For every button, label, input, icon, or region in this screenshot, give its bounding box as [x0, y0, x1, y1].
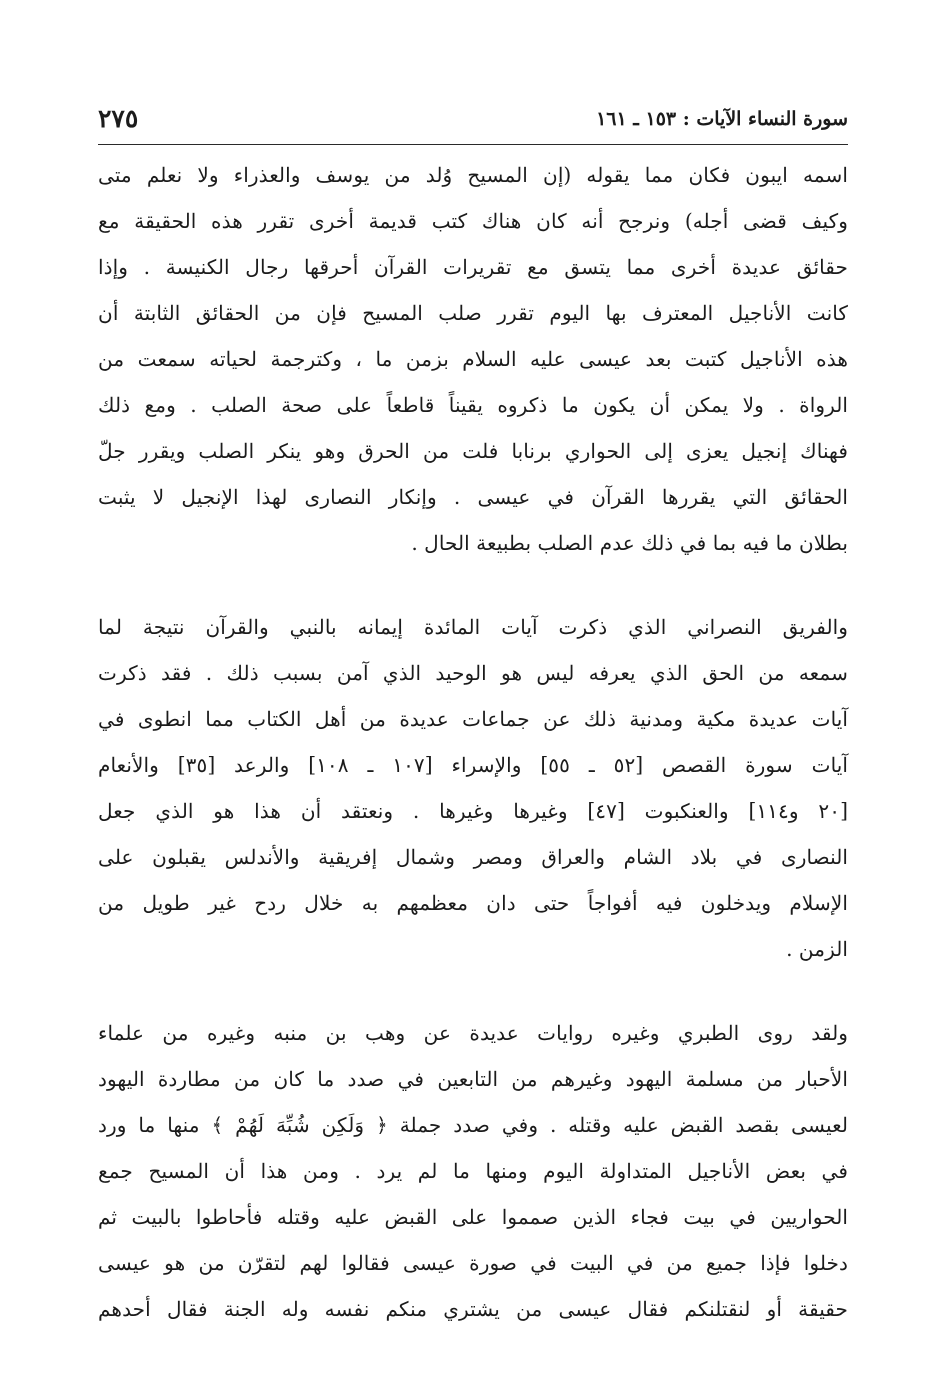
- text-line: فهناك إنجيل يعزى إلى الحواري برنابا فلت من الحرق وهو ينكر الصلب ويقرر جلّ: [98, 439, 848, 463]
- text-line: في بعض الأناجيل المتداولة اليوم ومنها ما لم يرد . ومن هذا أن المسيح جمع: [98, 1159, 848, 1183]
- text-line: حقائق عديدة أخرى مما يتسق مع تقريرات القرآن أحرقها رجال الكنيسة . وإذا: [98, 255, 848, 279]
- text-line: دخلوا فإذا جميع من في البيت في صورة عيسى فقالوا لهم لتقرّن من هو عيسى: [98, 1251, 848, 1275]
- text-line: اسمه ايبون فكان مما يقوله (إن المسيح وُلد من يوسف والعذراء ولا نعلم متى: [98, 163, 848, 187]
- paragraph-2: [98, 604, 848, 972]
- running-title: سورة النساء الآيات : ١٥٣ ـ ١٦١: [596, 108, 848, 130]
- body-text: [98, 152, 848, 1332]
- text-line: حقيقة أو لنقتلنكم فقال عيسى من يشتري منكم نفسه وله الجنة فقال أحدهم: [98, 1297, 848, 1321]
- text-line: الزمن .: [786, 937, 848, 961]
- text-line: النصارى في بلاد الشام والعراق ومصر وشمال إفريقية والأندلس يقبلون على: [98, 845, 848, 869]
- page-number: ٢٧٥: [98, 104, 139, 133]
- text-line: الإسلام ويدخلون فيه أفواجاً حتى دان معظمهم به خلال ردح غير طويل من: [98, 891, 848, 915]
- text-line: آيات سورة القصص [٥٢ ـ ٥٥] والإسراء [١٠٧ ـ ١٠٨] والرعد [٣٥] والأنعام: [98, 753, 849, 777]
- text-line: لعيسى بقصد القبض عليه وقتله . وفي صدد جملة ﴿ وَلَكِن شُبِّهَ لَهُمْ ﴾ منها ما ورد: [98, 1113, 848, 1137]
- text-line: سمعه من الحق الذي يعرفه ليس هو الوحيد الذي آمن بسبب ذلك . فقد ذكرت: [98, 661, 848, 685]
- text-line: [٢٠ و١١٤] والعنكبوت [٤٧] وغيرها وغيرها . ونعتقد أن هذا هو الذي جعل: [98, 799, 848, 823]
- paragraph-1: [98, 152, 848, 566]
- text-line: بطلان ما فيه بما في ذلك عدم الصلب بطبيعة الحال .: [411, 531, 848, 555]
- text-line: الحقائق التي يقررها القرآن في عيسى . وإنكار النصارى لهذا الإنجيل لا يثبت: [98, 485, 848, 509]
- text-line: الرواة . ولا يمكن أن يكون ما ذكروه يقيناً قاطعاً على صحة الصلب . ومع ذلك: [98, 393, 848, 417]
- text-line: آيات عديدة مكية ومدنية ذلك عن جماعات عديدة من أهل الكتاب مما انطوى في: [98, 707, 848, 731]
- text-line: الأحبار من مسلمة اليهود وغيرهم من التابعين في صدد ما كان من مطاردة اليهود: [98, 1067, 848, 1091]
- text-line: الحواريين في بيت فجاء الذين صمموا على القبض عليه وقتله فأحاطوا بالبيت ثم: [98, 1205, 848, 1229]
- text-line: كانت الأناجيل المعترف بها اليوم تقرر صلب المسيح فإن من الحقائق الثابتة أن: [98, 301, 848, 325]
- page-header: [98, 104, 848, 145]
- text-line: ولقد روى الطبري وغيره روايات عديدة عن وهب بن منبه وغيره من علماء: [98, 1021, 848, 1045]
- text-line: وكيف قضى أجله) ونرجح أنه كان هناك كتب قديمة أخرى تقرر هذه الحقيقة مع: [98, 209, 848, 233]
- text-line: هذه الأناجيل كتبت بعد عيسى عليه السلام بزمن ما ، وكترجمة لحياته سمعت من: [98, 347, 848, 371]
- paragraph-3: [98, 1010, 848, 1332]
- text-line: والفريق النصراني الذي ذكرت آيات المائدة إيمانه بالنبي والقرآن نتيجة لما: [98, 615, 848, 639]
